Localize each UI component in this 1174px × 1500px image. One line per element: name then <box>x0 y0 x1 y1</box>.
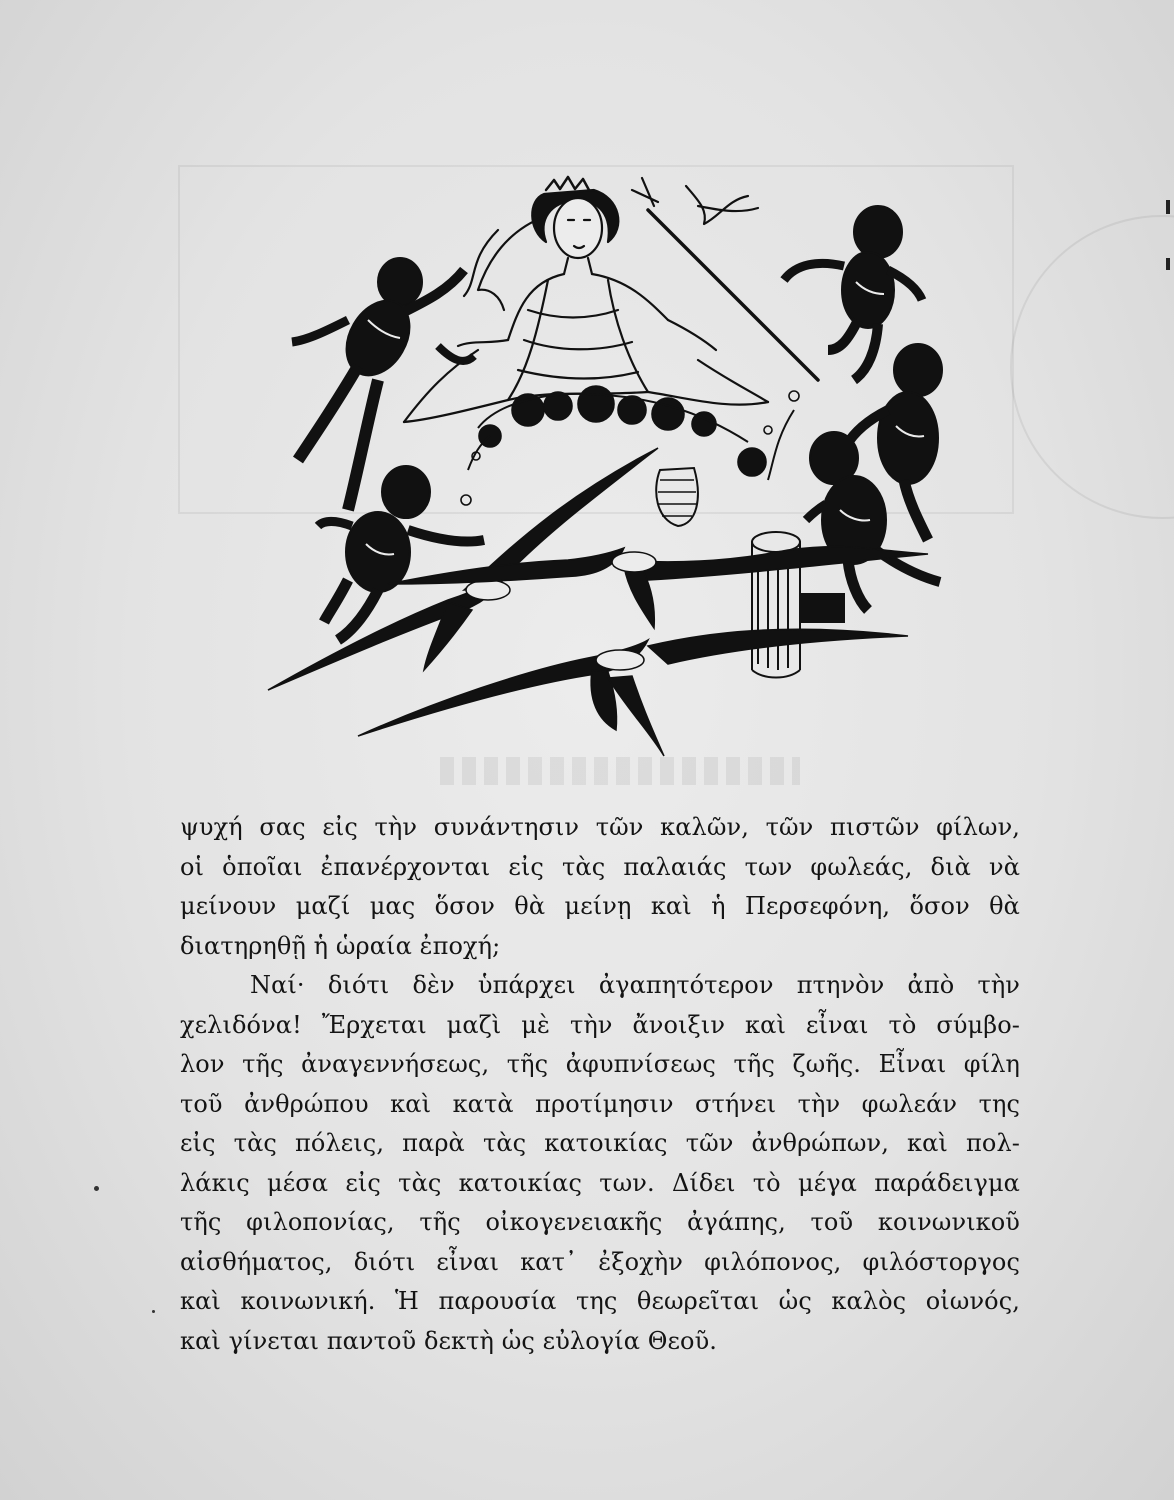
ink-speck <box>152 1310 155 1313</box>
paragraph-1 <box>180 808 1020 966</box>
text-line: λάκις μέσα εἰς τὰς κατοικίας των. Δίδει τὸ μέγα παράδειγμα <box>180 1168 1020 1197</box>
body-text <box>180 808 1020 1361</box>
paragraph-2 <box>180 966 1020 1361</box>
text-line: οἱ ὁποῖαι ἐπανέρχονται εἰς τὰς παλαιάς των φωλεάς, διὰ νὰ <box>180 852 1020 881</box>
text-line: καὶ κοινωνική. Ἡ παρουσία της θεωρεῖται ὡς καλὸς οἰωνός, <box>180 1287 1020 1315</box>
text-line: τοῦ ἀνθρώπου καὶ κατὰ προτίμησιν στήνει τὴν φωλεάν της <box>180 1089 1020 1118</box>
text-line: εἰς τὰς πόλεις, παρὰ τὰς κατοικίας τῶν ἀνθρώπων, καὶ πολ- <box>180 1129 1020 1157</box>
garland <box>461 386 799 526</box>
text-line: ψυχή σας εἰς τὴν συνάντησιν τῶν καλῶν, τῶν πιστῶν φίλων, <box>180 813 1020 841</box>
text-line: καὶ γίνεται παντοῦ δεκτὴ ὡς εὐλογία Θεοῦ. <box>180 1326 718 1355</box>
text-line: χελιδόνα! Ἔρχεται μαζὶ μὲ τὴν ἄνοιξιν καὶ εἶναι τὸ σύμβο- <box>180 1010 1020 1039</box>
text-line: τῆς φιλοπονίας, τῆς οἰκογενειακῆς ἀγάπης, τοῦ κοινωνικοῦ <box>180 1208 1020 1236</box>
text-line: αἰσθήματος, διότι εἶναι κατ᾿ ἐξοχὴν φιλόπονος, φιλόστοργος <box>180 1247 1020 1276</box>
spring-illustration <box>228 170 950 760</box>
show-through-circle <box>1010 215 1174 519</box>
text-line: λον τῆς ἀναγεννήσεως, τῆς ἀφυπνίσεως τῆς ζωῆς. Εἶναι φίλη <box>180 1050 1020 1078</box>
persephone-figure <box>404 177 818 422</box>
show-through-heading <box>440 757 800 785</box>
text-line: Ναί· διότι δὲν ὑπάρχει ἀγαπητότερον πτηνὸν ἀπὸ τὴν <box>250 971 1020 999</box>
ink-speck <box>94 1186 99 1191</box>
edge-mark-bottom <box>1166 258 1170 270</box>
text-line: μείνουν μαζί μας ὅσον θὰ μείνῃ καὶ ἡ Περσεφόνη, ὅσον θὰ <box>180 892 1020 920</box>
edge-mark-top <box>1166 200 1170 214</box>
text-line: διατηρηθῇ ἡ ὡραία ἐποχή; <box>180 931 501 960</box>
cherubs <box>292 206 942 640</box>
